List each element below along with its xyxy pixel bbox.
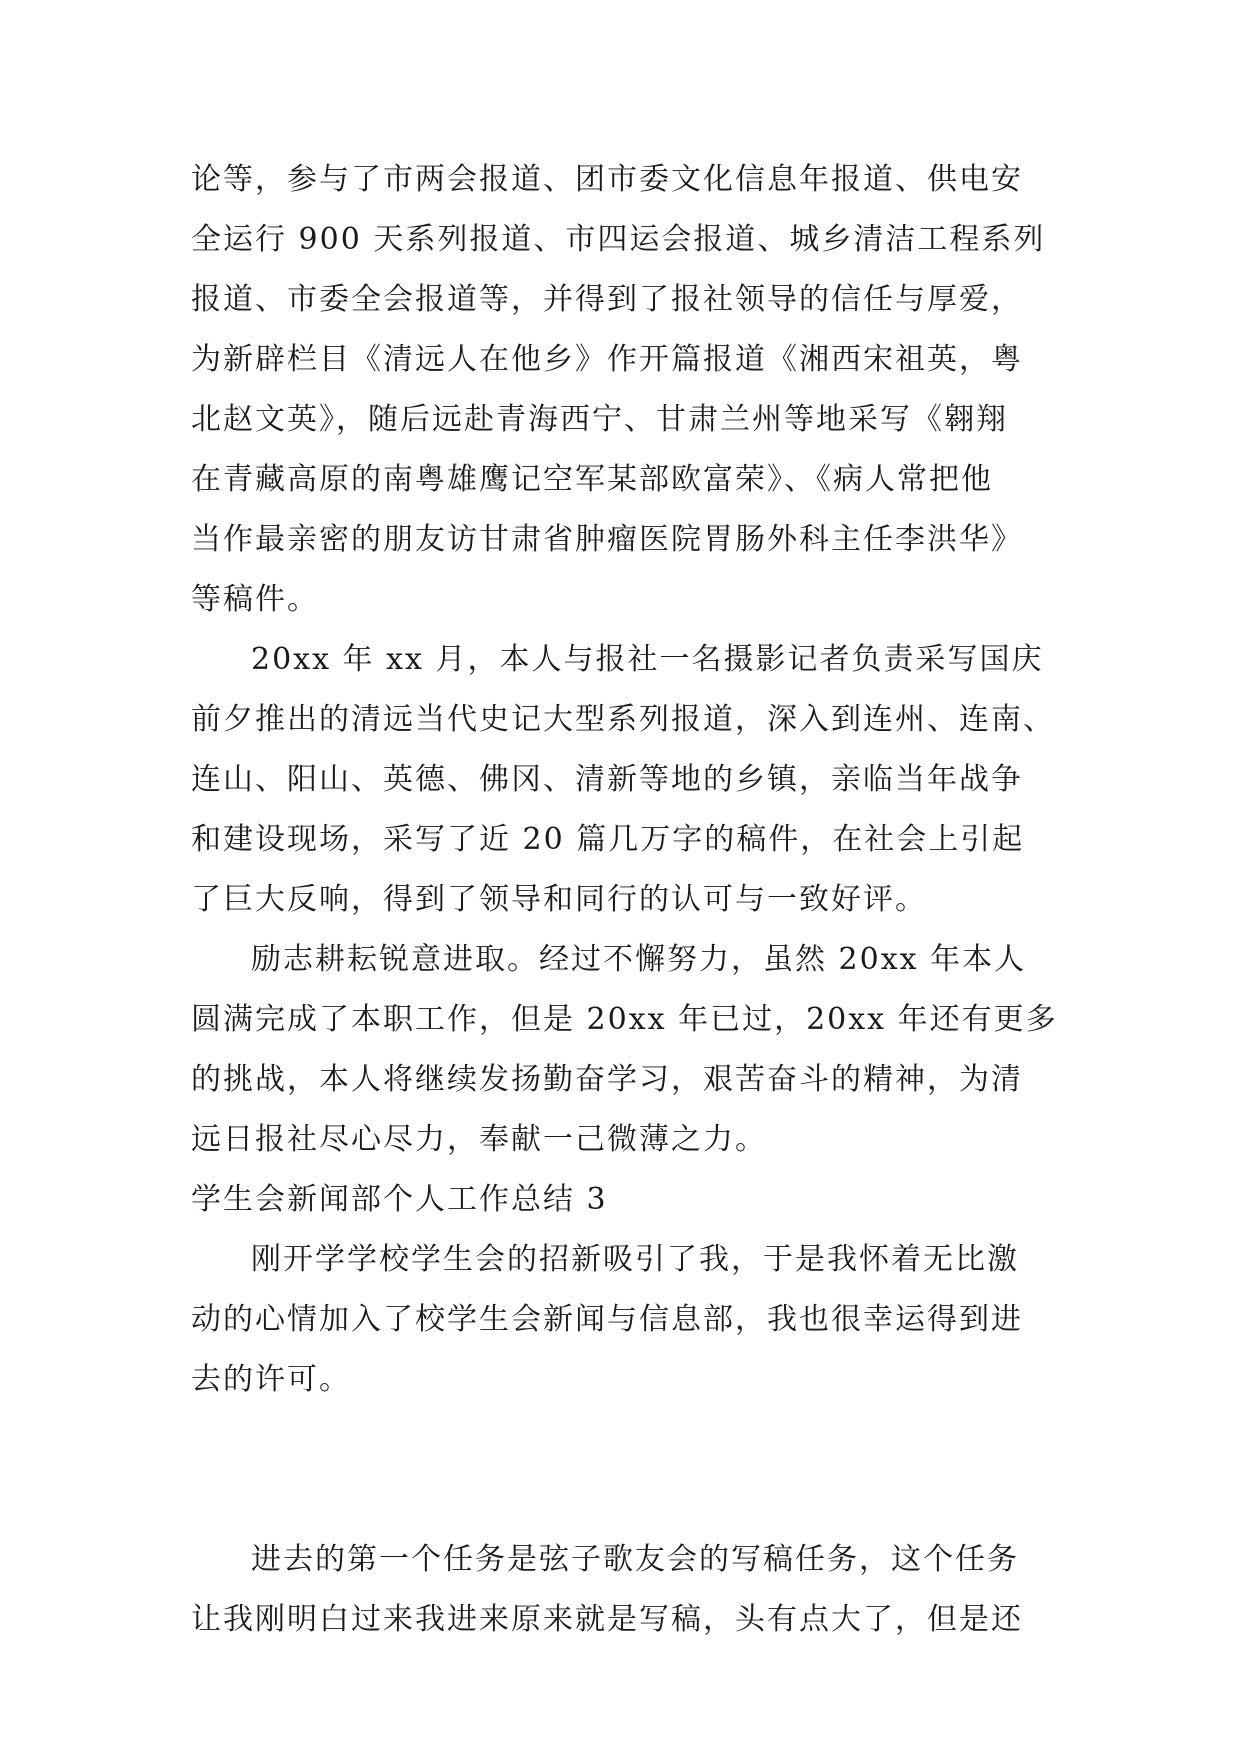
- paragraph-5: [191, 1530, 1061, 1650]
- text-line: 励志耕耘锐意进取。经过不懈努力，虽然 20xx 年本人: [251, 942, 1027, 977]
- text-line: 当作最亲密的朋友访甘肃省肿瘤医院胃肠外科主任李洪华》: [191, 522, 1023, 557]
- text-line: 远日报社尽心尽力，奉献一己微薄之力。: [191, 1122, 767, 1157]
- text-line: 在青藏高原的南粤雄鹰记空军某部欧富荣》、《病人常把他: [191, 462, 993, 497]
- text-line: 论等，参与了市两会报道、团市委文化信息年报道、供电安: [191, 162, 1023, 197]
- text-line: 20xx 年 xx 月，本人与报社一名摄影记者负责采写国庆: [251, 642, 1044, 677]
- text-line: 为新辟栏目《清远人在他乡》作开篇报道《湘西宋祖英，粤: [191, 342, 1023, 377]
- blank-space: [191, 1410, 1061, 1530]
- text-line: 让我刚明白过来我进来原来就是写稿，头有点大了，但是还: [191, 1602, 1023, 1637]
- paragraph-1: [191, 150, 1061, 630]
- document-body: [191, 150, 1061, 1650]
- section-heading: 学生会新闻部个人工作总结 3: [191, 1182, 608, 1217]
- text-line: 进去的第一个任务是弦子歌友会的写稿任务，这个任务: [251, 1542, 1019, 1577]
- text-line: 报道、市委全会报道等，并得到了报社领导的信任与厚爱，: [191, 282, 1023, 317]
- text-line: 去的许可。: [191, 1362, 351, 1397]
- text-line: 和建设现场，采写了近 20 篇几万字的稿件，在社会上引起: [191, 822, 1025, 857]
- text-line: 了巨大反响，得到了领导和同行的认可与一致好评。: [191, 882, 927, 917]
- text-line: 圆满完成了本职工作，但是 20xx 年已过，20xx 年还有更多: [191, 1002, 1058, 1037]
- text-line: 等稿件。: [191, 582, 319, 617]
- text-line: 前夕推出的清远当代史记大型系列报道，深入到连州、连南、: [191, 702, 1055, 737]
- paragraph-3: [191, 930, 1061, 1170]
- text-line: 北赵文英》，随后远赴青海西宁、甘肃兰州等地采写《翱翔: [191, 402, 1008, 437]
- text-line: 动的心情加入了校学生会新闻与信息部，我也很幸运得到进: [191, 1302, 1023, 1337]
- text-line: 刚开学学校学生会的招新吸引了我，于是我怀着无比激: [251, 1242, 1019, 1277]
- text-line: 连山、阳山、英德、佛冈、清新等地的乡镇，亲临当年战争: [191, 762, 1023, 797]
- text-line: 全运行 900 天系列报道、市四运会报道、城乡清洁工程系列: [191, 222, 1046, 257]
- paragraph-4: [191, 1230, 1061, 1410]
- paragraph-2: [191, 630, 1061, 930]
- text-line: 的挑战，本人将继续发扬勤奋学习，艰苦奋斗的精神，为清: [191, 1062, 1023, 1097]
